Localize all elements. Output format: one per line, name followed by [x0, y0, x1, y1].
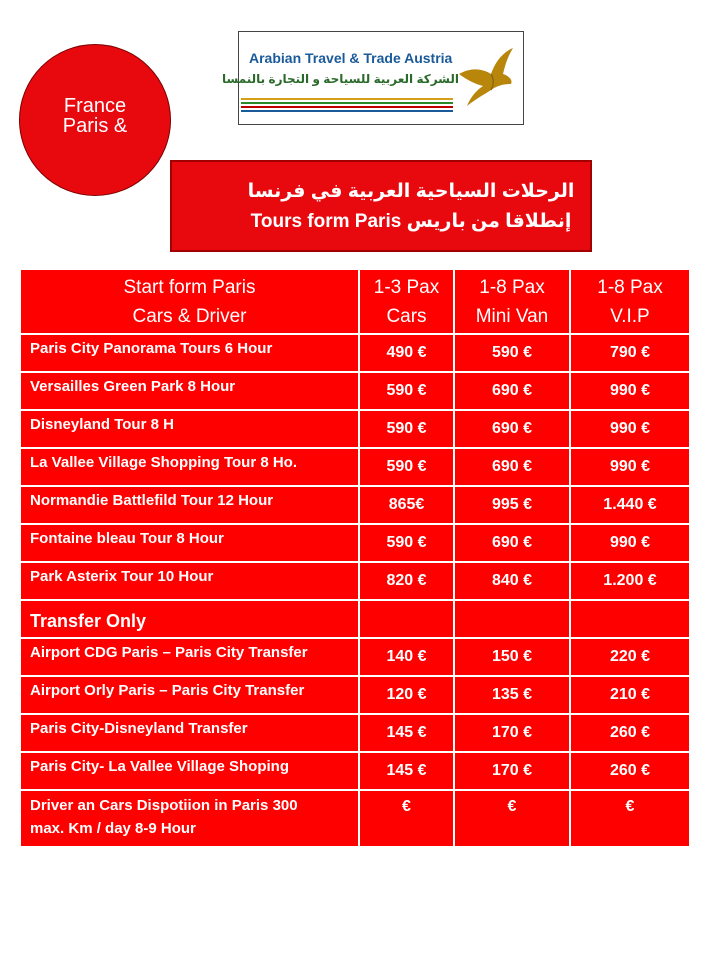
eagle-icon [455, 44, 517, 110]
header-cars: 1-3 Pax Cars [360, 270, 453, 333]
badge-line-2: Paris & [62, 115, 128, 137]
banner-line-2: Tours form Paris إنطلاقا من باريس [250, 211, 572, 232]
section-label: Transfer Only [21, 601, 358, 637]
price-minivan: 840 € [455, 563, 569, 599]
tour-name: Versailles Green Park 8 Hour [21, 373, 358, 409]
price-minivan: 690 € [455, 525, 569, 561]
table-row [21, 449, 689, 485]
empty-cell [571, 601, 689, 637]
price-vip: 210 € [571, 677, 689, 713]
company-logo [221, 31, 524, 125]
disposition-name: Driver an Cars Dispotiion in Paris 300 max. Km / day 8-9 Hour [21, 791, 358, 846]
table-row [21, 639, 689, 675]
table-row [21, 715, 689, 751]
location-badge [19, 44, 171, 196]
logo-name-en: Arabian Travel & Trade Austria [249, 50, 453, 66]
empty-cell [455, 601, 569, 637]
table-row [21, 753, 689, 789]
banner-line-1: الرحلات السياحية العربية في فرنسا [247, 181, 575, 202]
header-minivan: 1-8 Pax Mini Van [455, 270, 569, 333]
section-row [21, 601, 689, 637]
tour-name: Park Asterix Tour 10 Hour [21, 563, 358, 599]
price-cars: 865€ [360, 487, 453, 523]
transfer-name: Paris City- La Vallee Village Shoping [21, 753, 358, 789]
price-vip: 990 € [571, 525, 689, 561]
price-cars: 590 € [360, 411, 453, 447]
table-header-row [21, 270, 689, 333]
price-cars: 120 € [360, 677, 453, 713]
price-minivan: € [455, 791, 569, 846]
price-minivan: 170 € [455, 753, 569, 789]
table-row [21, 373, 689, 409]
price-vip: 990 € [571, 411, 689, 447]
price-cars: 590 € [360, 373, 453, 409]
price-minivan: 690 € [455, 373, 569, 409]
price-vip: 990 € [571, 449, 689, 485]
price-vip: 220 € [571, 639, 689, 675]
price-table [19, 268, 691, 848]
price-vip: 1.200 € [571, 563, 689, 599]
price-minivan: 995 € [455, 487, 569, 523]
price-minivan: 135 € [455, 677, 569, 713]
table-row [21, 791, 689, 846]
table-row [21, 335, 689, 371]
price-minivan: 590 € [455, 335, 569, 371]
transfer-name: Airport Orly Paris – Paris City Transfer [21, 677, 358, 713]
price-vip: 260 € [571, 753, 689, 789]
table-row [21, 411, 689, 447]
empty-cell [360, 601, 453, 637]
price-cars: 590 € [360, 449, 453, 485]
logo-name-ar: الشركة العربية للسياحة و التجارة بالنمسا [221, 72, 459, 86]
price-vip: 990 € [571, 373, 689, 409]
header-route: Start form Paris Cars & Driver [21, 270, 358, 333]
price-minivan: 150 € [455, 639, 569, 675]
logo-stripes [241, 98, 453, 114]
price-cars: 820 € [360, 563, 453, 599]
price-minivan: 690 € [455, 411, 569, 447]
table-row [21, 525, 689, 561]
transfer-name: Paris City-Disneyland Transfer [21, 715, 358, 751]
price-vip: 260 € [571, 715, 689, 751]
badge-line-1: France [63, 95, 127, 117]
price-cars: 590 € [360, 525, 453, 561]
price-cars: 490 € [360, 335, 453, 371]
tour-name: Paris City Panorama Tours 6 Hour [21, 335, 358, 371]
price-cars: 140 € [360, 639, 453, 675]
tour-name: Fontaine bleau Tour 8 Hour [21, 525, 358, 561]
price-vip: € [571, 791, 689, 846]
header-vip: 1-8 Pax V.I.P [571, 270, 689, 333]
tour-name: Normandie Battlefild Tour 12 Hour [21, 487, 358, 523]
price-minivan: 170 € [455, 715, 569, 751]
tour-name: La Vallee Village Shopping Tour 8 Ho. [21, 449, 358, 485]
price-cars: 145 € [360, 715, 453, 751]
title-banner [170, 160, 592, 252]
table-row [21, 563, 689, 599]
price-vip: 790 € [571, 335, 689, 371]
price-minivan: 690 € [455, 449, 569, 485]
price-cars: 145 € [360, 753, 453, 789]
transfer-name: Airport CDG Paris – Paris City Transfer [21, 639, 358, 675]
tour-name: Disneyland Tour 8 H [21, 411, 358, 447]
price-vip: 1.440 € [571, 487, 689, 523]
table-row [21, 487, 689, 523]
price-cars: € [360, 791, 453, 846]
table-row [21, 677, 689, 713]
